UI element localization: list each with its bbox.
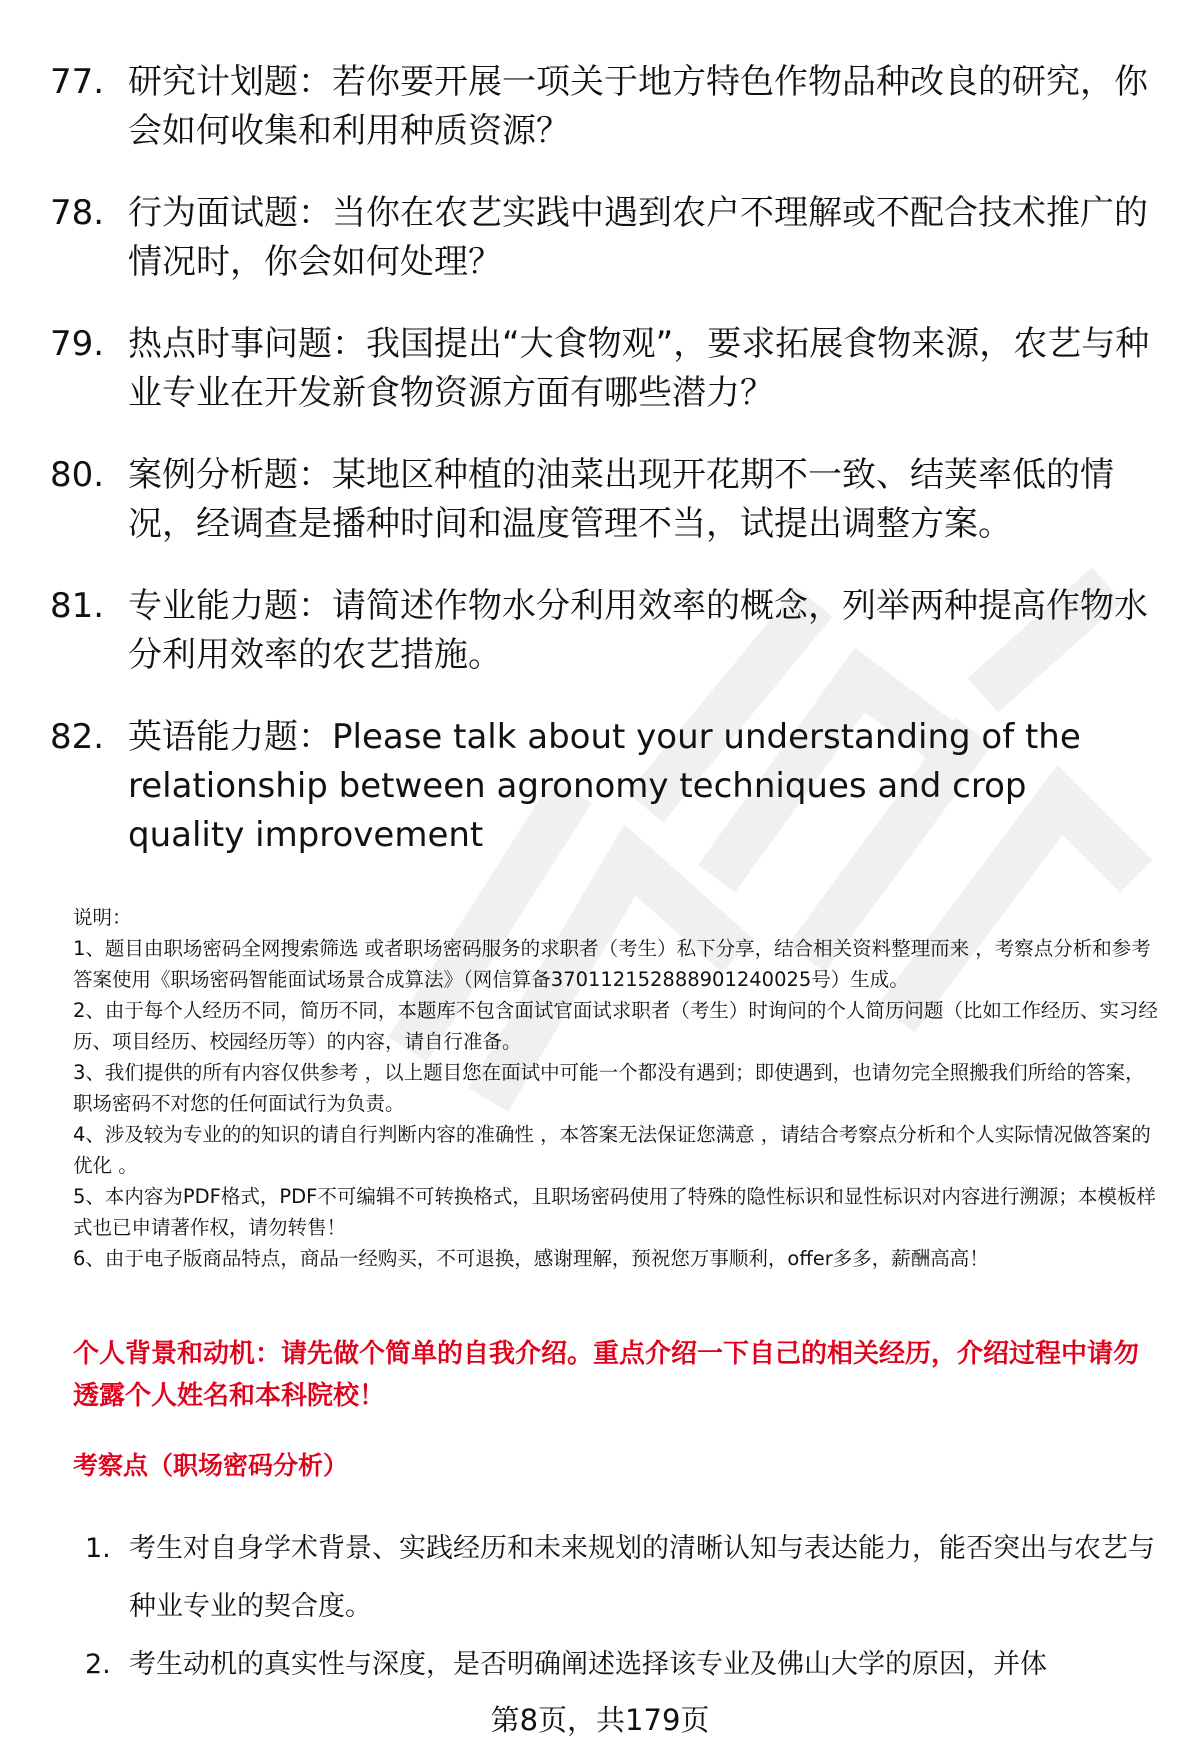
question-item <box>50 713 1150 860</box>
question-number: 81. <box>50 586 105 626</box>
analysis-item <box>85 1636 1165 1694</box>
analysis-number: 2. <box>85 1649 111 1680</box>
analysis-number: 1. <box>85 1533 111 1564</box>
question-item <box>50 582 1150 680</box>
note-item: 6、由于电子版商品特点，商品一经购买，不可退换，感谢理解，预祝您万事顺利，offer多多，薪酬高高！ <box>73 1247 989 1270</box>
note-item: 3、我们提供的所有内容仅供参考 ，以上题目您在面试中可能一个都没有遇到；即使遇到，也请勿完全照搬我们所给的答案，职场密码不对您的任何面试行为负责。 <box>73 1061 1145 1115</box>
question-text: 研究计划题：若你要开展一项关于地方特色作物品种改良的研究，你会如何收集和利用种质资源？ <box>128 62 1148 151</box>
question-item <box>50 451 1150 549</box>
question-text: 案例分析题：某地区种植的油菜出现开花期不一致、结荚率低的情况，经调查是播种时间和温度管理不当，试提出调整方案。 <box>128 455 1114 544</box>
note-item: 5、本内容为PDF格式，PDF不可编辑不可转换格式，且职场密码使用了特殊的隐性标识和显性标识对内容进行溯源；本模板样式也已申请著作权，请勿转售！ <box>73 1185 1156 1239</box>
notes-section <box>73 902 1163 1274</box>
note-item: 4、涉及较为专业的的知识的请自行判断内容的准确性 ，本答案无法保证您满意 ，请结合考察点分析和个人实际情况做答案的优化 。 <box>73 1123 1151 1177</box>
background-question-heading: 个人背景和动机：请先做个简单的自我介绍。重点介绍一下自己的相关经历，介绍过程中请勿透露个人姓名和本科院校！ <box>73 1339 1140 1411</box>
question-text: 行为面试题：当你在农艺实践中遇到农户不理解或不配合技术推广的情况时，你会如何处理？ <box>128 193 1148 282</box>
question-text: 热点时事问题：我国提出“大食物观”，要求拓展食物来源，农艺与种业专业在开发新食物资源方面有哪些潜力？ <box>128 324 1150 413</box>
note-item: 2、由于每个人经历不同，简历不同，本题库不包含面试官面试求职者（考生）时询问的个人简历问题（比如工作经历、实习经历、项目经历、校园经历等）的内容，请自行准备。 <box>73 999 1158 1053</box>
question-text: 英语能力题：Please talk about your understanding of the relationship between agronomy techniques and crop quality improvement <box>128 717 1081 855</box>
question-item <box>50 320 1150 418</box>
question-item <box>50 58 1150 156</box>
note-item: 1、题目由职场密码全网搜索筛选 或者职场密码服务的求职者（考生）私下分享，结合相关资料整理而来 ，考察点分析和参考答案使用《职场密码智能面试场景合成算法》（网信算备370112152888901240025号）生成。 <box>73 937 1151 991</box>
question-number: 78. <box>50 193 105 233</box>
analysis-item <box>85 1520 1165 1636</box>
analysis-list <box>85 1520 1165 1694</box>
question-item <box>50 189 1150 287</box>
question-number: 80. <box>50 455 105 495</box>
notes-title: 说明： <box>73 906 132 929</box>
analysis-text: 考生动机的真实性与深度，是否明确阐述选择该专业及佛山大学的原因，并体 <box>129 1649 1047 1680</box>
analysis-text: 考生对自身学术背景、实践经历和未来规划的清晰认知与表达能力，能否突出与农艺与种业专业的契合度。 <box>129 1533 1155 1622</box>
question-list <box>50 58 1150 893</box>
analysis-heading: 考察点（职场密码分析） <box>73 1451 349 1480</box>
question-text: 专业能力题：请简述作物水分利用效率的概念，列举两种提高作物水分利用效率的农艺措施。 <box>128 586 1148 675</box>
question-number: 77. <box>50 62 105 102</box>
question-number: 82. <box>50 717 105 757</box>
page-footer: 第8页，共179页 <box>490 1703 710 1737</box>
question-number: 79. <box>50 324 105 364</box>
